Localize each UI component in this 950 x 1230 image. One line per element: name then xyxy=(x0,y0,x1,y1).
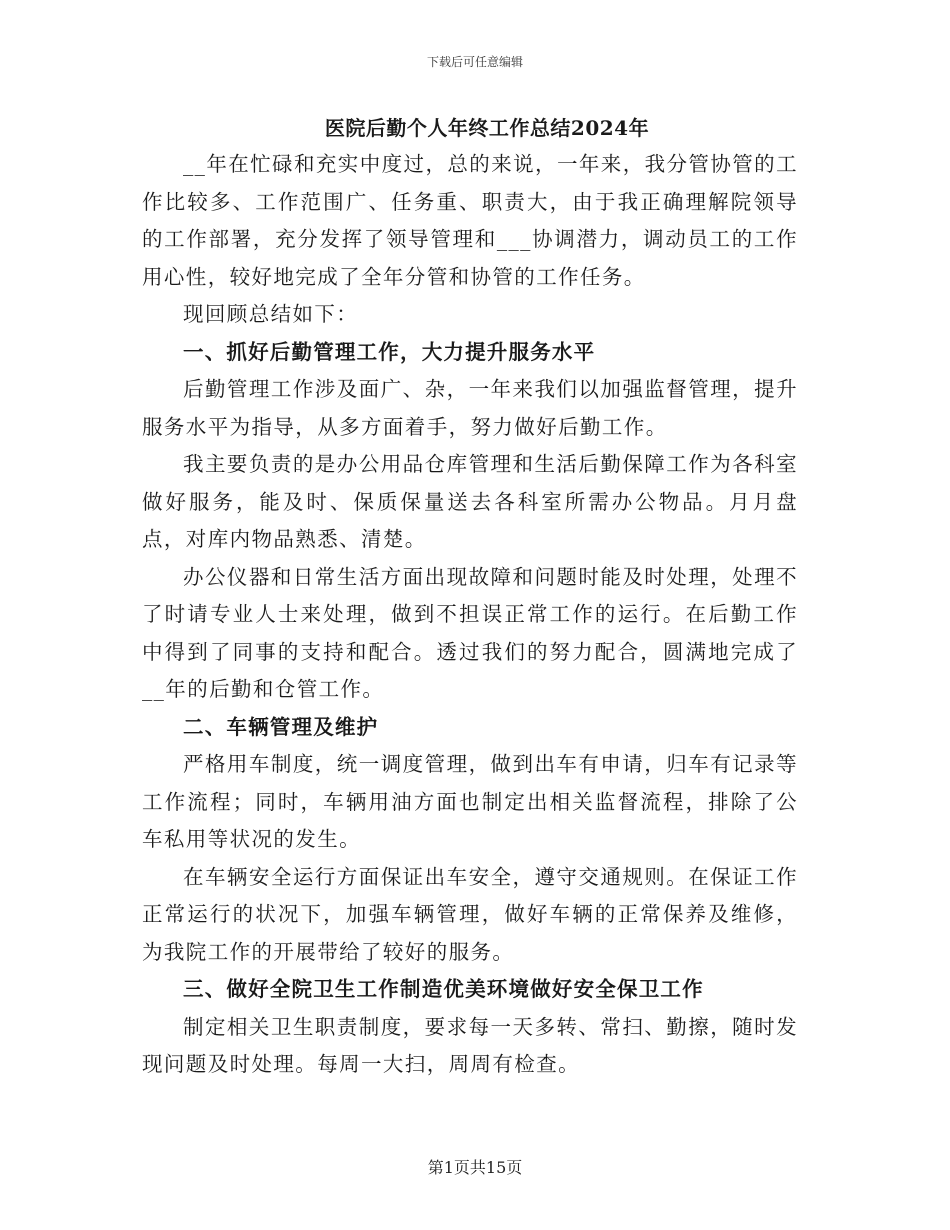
body-paragraph: 办公仪器和日常生活方面出现故障和问题时能及时处理，处理不了时请专业人士来处理，做到不担误正常工作的运行。在后勤工作中得到了同事的支持和配合。透过我们的努力配合，圆满地完成了__年的后勤和仓管工作。 xyxy=(142,564,798,701)
body-paragraph: 制定相关卫生职责制度，要求每一天多转、常扫、勤擦，随时发现问题及时处理。每周一大扫，周周有检查。 xyxy=(142,1014,798,1076)
body-paragraph: 在车辆安全运行方面保证出车安全，遵守交通规则。在保证工作正常运行的状况下，加强车辆管理，做好车辆的正常保养及维修，为我院工作的开展带给了较好的服务。 xyxy=(142,864,798,964)
body-paragraph: 后勤管理工作涉及面广、杂，一年来我们以加强监督管理，提升服务水平为指导，从多方面着手，努力做好后勤工作。 xyxy=(142,377,798,439)
document-content xyxy=(142,110,798,1084)
page-number-footer: 第1页共15页 xyxy=(427,1158,523,1177)
section-heading: 一、抓好后勤管理工作，大力提升服务水平 xyxy=(183,339,596,364)
body-paragraph: 现回顾总结如下： xyxy=(183,302,359,326)
document-title: 医院后勤个人年终工作总结2024年 xyxy=(324,116,650,140)
header-note: 下载后可任意编辑 xyxy=(426,55,523,69)
section-heading: 三、做好全院卫生工作制造优美环境做好安全保卫工作 xyxy=(183,977,704,1001)
body-paragraph: 我主要负责的是办公用品仓库管理和生活后勤保障工作为各科室做好服务，能及时、保质保量送去各科室所需办公物品。月月盘点，对库内物品熟悉、清楚。 xyxy=(142,452,798,551)
section-heading: 二、车辆管理及维护 xyxy=(183,714,379,739)
body-paragraph: __年在忙碌和充实中度过，总的来说，一年来，我分管协管的工作比较多、工作范围广、任务重、职责大，由于我正确理解院领导的工作部署，充分发挥了领导管理和___协调潜力，调动员工的工作用心性，较好地完成了全年分管和协管的工作任务。 xyxy=(142,152,798,289)
body-paragraph: 严格用车制度，统一调度管理，做到出车有申请，归车有记录等工作流程；同时，车辆用油方面也制定出相关监督流程，排除了公车私用等状况的发生。 xyxy=(142,752,798,851)
